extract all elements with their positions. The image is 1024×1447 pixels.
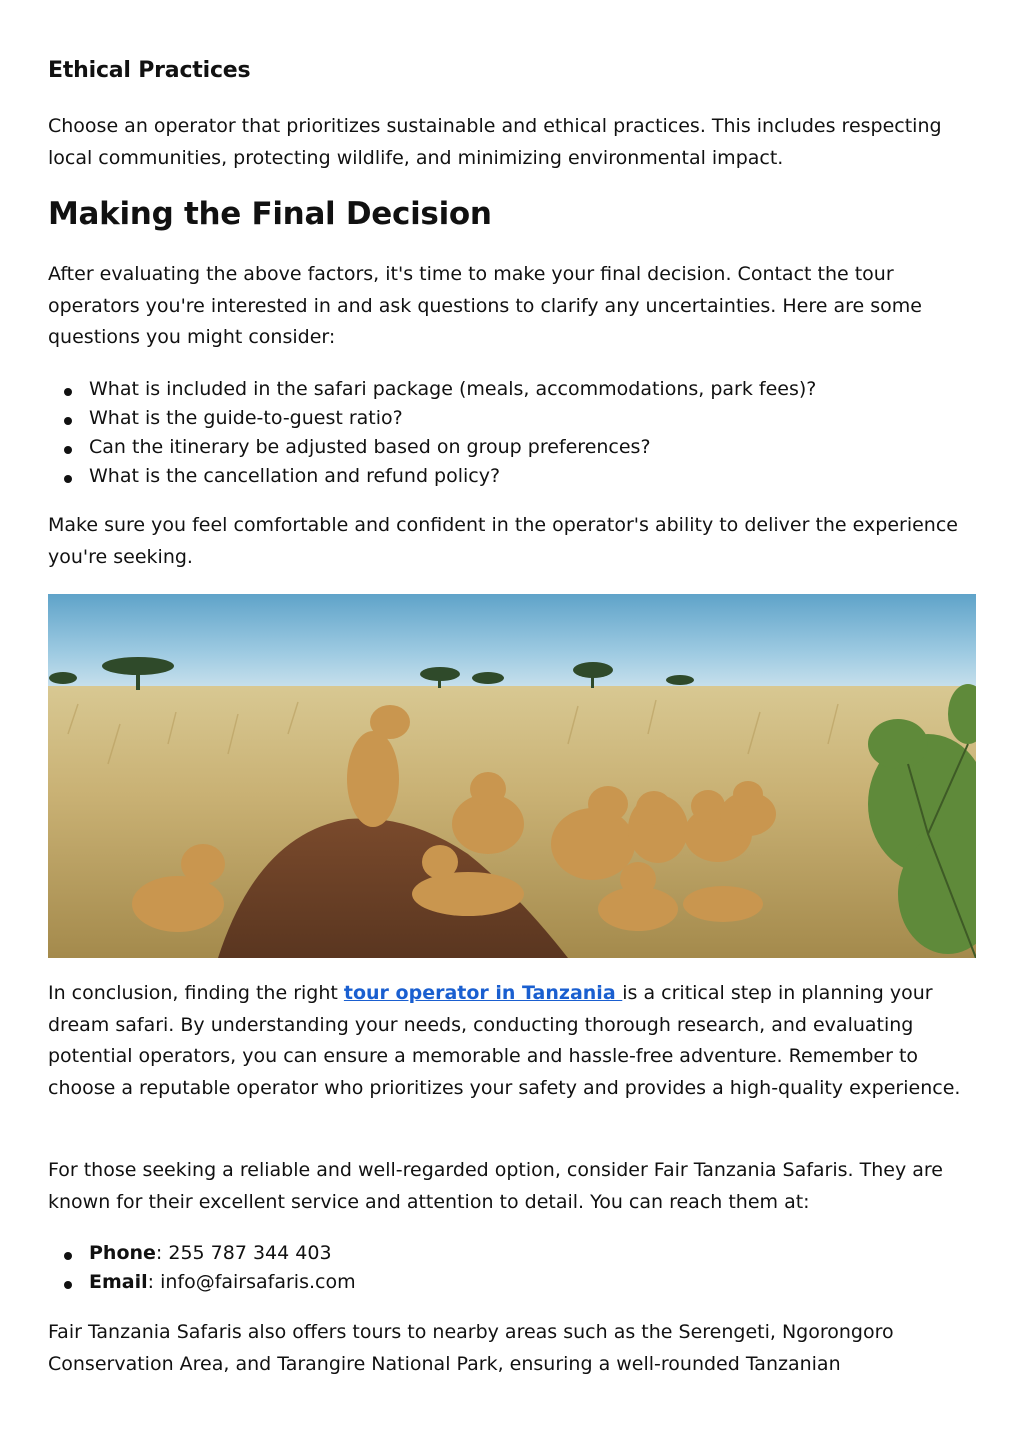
- safari-lions-photo: [48, 594, 976, 958]
- questions-list: [48, 375, 816, 491]
- conclusion-paragraph: [48, 978, 976, 1104]
- final-decision-intro: After evaluating the above factors, it's time to make your final decision. Contact the tour operators you're interested in and ask questions to clarify any uncertainties. Here are some questions you might consider:: [48, 263, 922, 348]
- email-value: : info@fairsafaris.com: [147, 1271, 356, 1293]
- contact-phone: [48, 1239, 356, 1268]
- list-item: What is the cancellation and refund policy?: [48, 462, 816, 491]
- final-decision-heading: Making the Final Decision: [48, 196, 492, 232]
- ethical-practices-heading: Ethical Practices: [48, 58, 251, 83]
- ethical-practices-paragraph: Choose an operator that prioritizes sustainable and ethical practices. This includes respecting local communities, protecting wildlife, and minimizing environmental impact.: [48, 115, 942, 169]
- conclusion-text-before: In conclusion, finding the right: [48, 982, 344, 1004]
- recommendation-paragraph: For those seeking a reliable and well-regarded option, consider Fair Tanzania Safaris. They are known for their excellent service and attention to detail. You can reach them at:: [48, 1159, 943, 1213]
- final-decision-closing: Make sure you feel comfortable and confident in the operator's ability to deliver the experience you're seeking.: [48, 514, 958, 568]
- conclusion-text-after: is a critical step in planning your dream safari. By understanding your needs, conducting thorough research, and evaluating potential operators, you can ensure a memorable and hassle-free adventure. Remember to choose a reputable operator who prioritizes your safety and provides a high-quality experience.: [48, 982, 961, 1099]
- list-item: Can the itinerary be adjusted based on group preferences?: [48, 433, 816, 462]
- phone-value: : 255 787 344 403: [155, 1242, 332, 1264]
- contact-list: [48, 1239, 356, 1297]
- contact-email: [48, 1268, 356, 1297]
- tours-paragraph: Fair Tanzania Safaris also offers tours to nearby areas such as the Serengeti, Ngorongoro Conservation Area, and Tarangire National Park, ensuring a well-rounded Tanzanian: [48, 1321, 894, 1375]
- list-item: What is included in the safari package (meals, accommodations, park fees)?: [48, 375, 816, 404]
- phone-label: Phone: [89, 1242, 156, 1264]
- tour-operator-link[interactable]: tour operator in Tanzania: [343, 982, 623, 1004]
- email-label: Email: [89, 1271, 148, 1293]
- list-item: What is the guide-to-guest ratio?: [48, 404, 816, 433]
